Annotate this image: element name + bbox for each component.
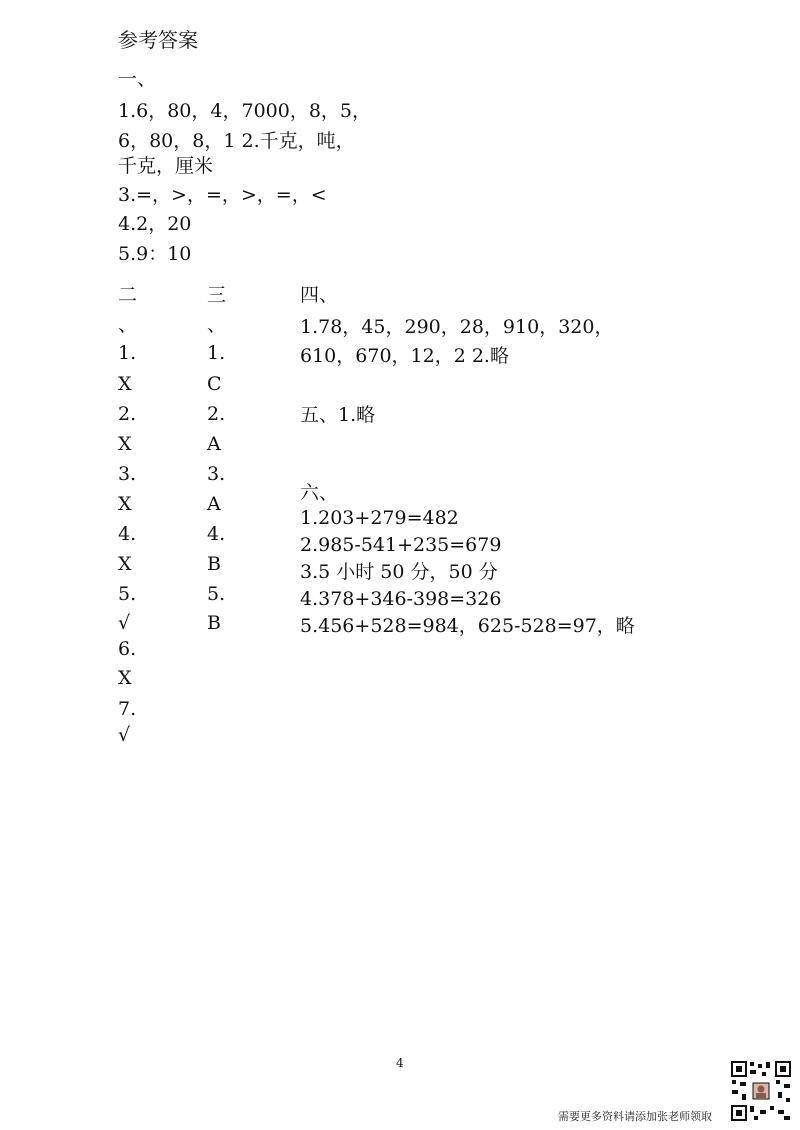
- section4-line: 1.78，45，290，28，910，320，: [300, 316, 614, 338]
- answer-item: 1.: [118, 342, 137, 364]
- qr-code-icon: [730, 1060, 792, 1122]
- section3-heading: 三: [207, 284, 227, 306]
- section1-line: 3.=，>，=，>，=，<: [118, 184, 327, 206]
- section1-line: 千克，厘米: [118, 155, 214, 177]
- answer-item: X: [118, 667, 132, 689]
- section1-heading: 一、: [118, 68, 157, 90]
- answer-item: 2.: [207, 403, 226, 425]
- section4-line: 610，670，12，2 2.略: [300, 345, 509, 367]
- answer-item: 5.: [118, 583, 137, 605]
- section6-heading: 六、: [300, 482, 339, 504]
- answer-item: A: [207, 493, 221, 515]
- answer-item: X: [118, 433, 132, 455]
- answer-item: C: [207, 373, 222, 395]
- answer-item: 4.: [207, 523, 226, 545]
- footer-note: 需要更多资料请添加张老师领取: [558, 1110, 712, 1123]
- page-title: 参考答案: [118, 28, 198, 52]
- section1-line: 5.9：10: [118, 243, 192, 265]
- answer-item: B: [207, 612, 221, 634]
- section6-line: 2.985-541+235=679: [300, 534, 502, 556]
- answer-item: B: [207, 553, 221, 575]
- section1-line: 6，80，8，1 2.千克，吨，: [118, 130, 355, 152]
- answer-item: 3.: [118, 463, 137, 485]
- section6-line: 3.5 小时 50 分，50 分: [300, 561, 498, 583]
- section2-heading: 二: [118, 284, 138, 306]
- answer-item: X: [118, 493, 132, 515]
- section5-line: 五、1.略: [300, 404, 376, 426]
- section6-line: 5.456+528=984，625-528=97，略: [300, 615, 635, 637]
- page-number: 4: [396, 1056, 404, 1070]
- answer-item: A: [207, 433, 221, 455]
- section1-line: 4.2，20: [118, 213, 192, 235]
- answer-item: 6.: [118, 638, 137, 660]
- answer-item: 3.: [207, 463, 226, 485]
- section4-heading: 四、: [300, 284, 339, 306]
- answer-item: X: [118, 553, 132, 575]
- section2-heading-mark: 、: [118, 314, 138, 336]
- answer-item: 2.: [118, 403, 137, 425]
- answer-item: √: [118, 612, 131, 634]
- answer-item: 4.: [118, 523, 137, 545]
- section6-line: 1.203+279=482: [300, 507, 459, 529]
- answer-item: 1.: [207, 342, 226, 364]
- answer-item: 7.: [118, 698, 137, 720]
- section1-line: 1.6，80，4，7000，8，5，: [118, 100, 372, 122]
- section3-heading-mark: 、: [207, 314, 227, 336]
- answer-item: X: [118, 373, 132, 395]
- section6-line: 4.378+346-398=326: [300, 588, 502, 610]
- answer-item: 5.: [207, 583, 226, 605]
- answer-item: √: [118, 724, 131, 746]
